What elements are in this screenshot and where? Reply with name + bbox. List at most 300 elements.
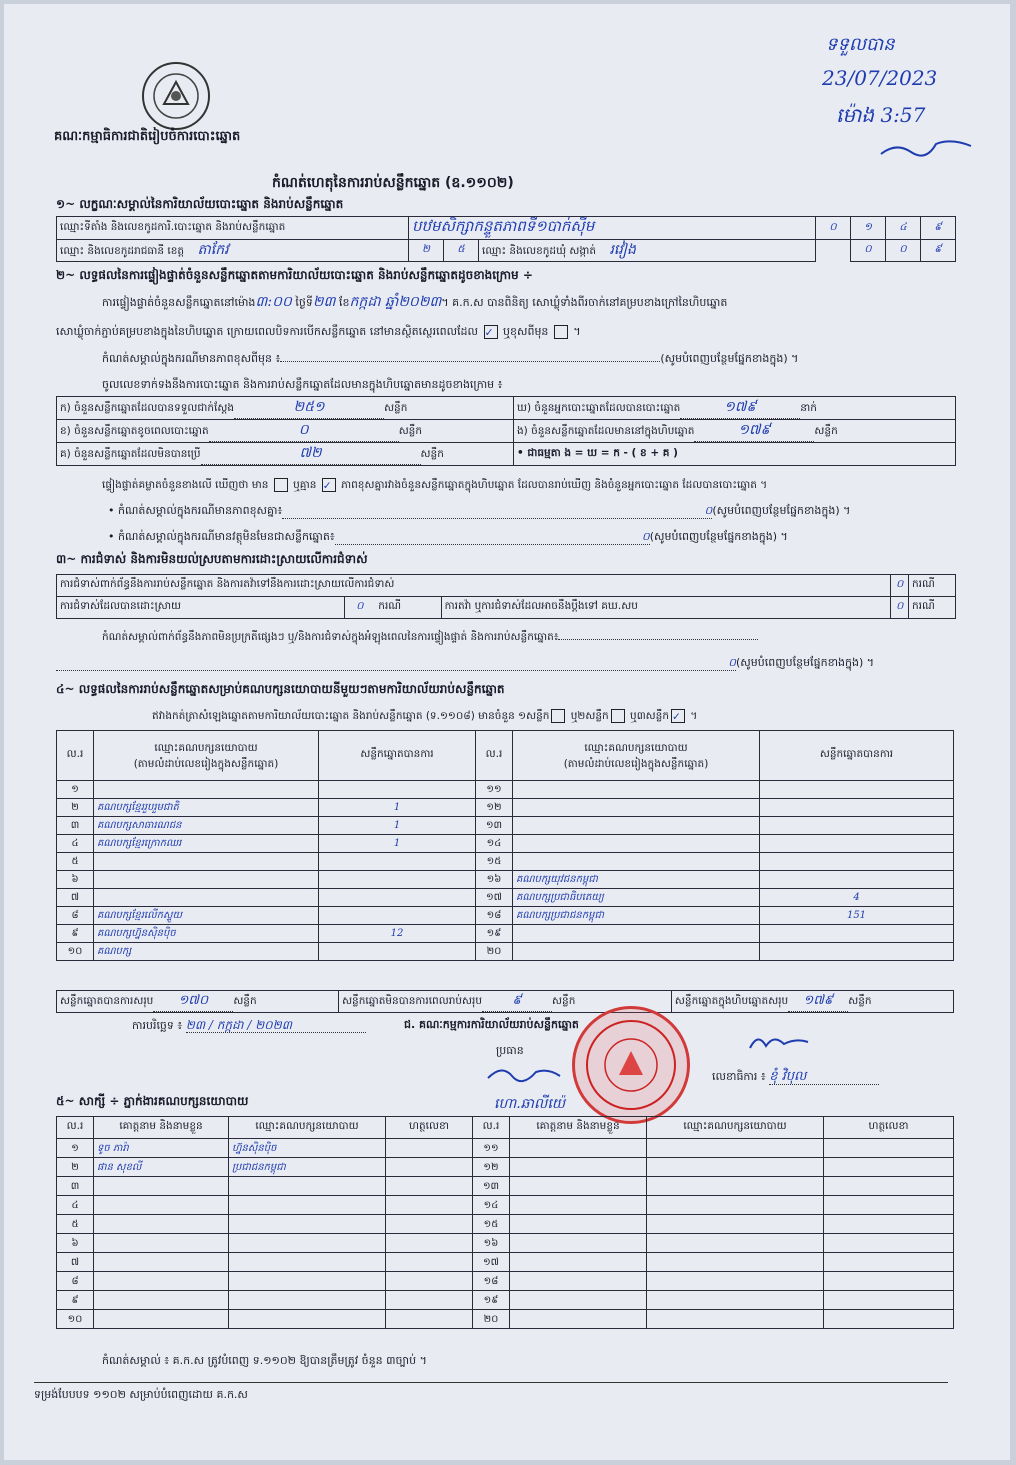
s4-col-party-sub: (តាមលំដាប់លេខរៀងក្នុងសន្លឹកឆ្នោត) <box>133 757 279 770</box>
s4-row-votes: 151 <box>760 907 954 925</box>
s4-secretary-label: លេខាធិការ <box>712 1070 758 1083</box>
table-row <box>57 1139 954 1158</box>
table-row <box>57 1215 954 1234</box>
s2-count-table <box>56 396 956 466</box>
s4-row-votes <box>760 781 954 799</box>
table-row <box>57 817 954 835</box>
s5-row-name <box>510 1272 647 1291</box>
s2-ngo-value: ១៧៩ <box>694 420 814 442</box>
s2-kha-row <box>57 420 514 443</box>
handnote-date: 23/07/2023 <box>822 66 938 90</box>
s2-bullet-2 <box>108 530 788 545</box>
s4-row-party: គណបក្ស <box>94 943 319 961</box>
s2-paragraph-1 <box>102 295 727 310</box>
s2-intro: ចូលលេខទាក់ទងនឹងការបោះឆ្នោត និងការរាប់សន្លឹកឆ្នោតដែលមានក្នុងហិបឆ្នោតមានដូចខាងក្រោម ៖ <box>102 378 503 391</box>
s5-row-name <box>510 1253 647 1272</box>
s2-ka-row <box>57 397 514 420</box>
s5-row-no: ១៩ <box>473 1291 510 1310</box>
s5-row-no: ២ <box>57 1158 94 1177</box>
s5-row-party <box>647 1196 824 1215</box>
changed-checkbox[interactable] <box>554 325 568 339</box>
s1-commune-digit: ៩ <box>921 240 956 262</box>
s3-note <box>102 630 758 644</box>
s4-row-votes <box>760 817 954 835</box>
table-row <box>57 1310 954 1329</box>
s1-commune-digit: ០ <box>851 240 886 262</box>
s5-col-party: ឈ្មោះគណបក្សនយោបាយ <box>647 1117 824 1139</box>
s5-row-party <box>647 1291 824 1310</box>
footer-divider <box>34 1382 948 1384</box>
s3-table <box>56 574 956 619</box>
s2-day: ២៣ <box>312 294 336 310</box>
s2-p1d: ។ គ.ក.ស បានពិនិត្យ សោឃ្លុំទាំងពីរចាក់នៅគម្របខាងក្រៅនៃហិបឆ្នោត <box>441 296 728 309</box>
s5-row-name <box>510 1310 647 1329</box>
s4-total-valid <box>57 991 339 1013</box>
s4-row-votes <box>760 799 954 817</box>
s5-row-sign <box>386 1253 473 1272</box>
s5-row-sign <box>824 1139 954 1158</box>
s4-row-party <box>513 799 760 817</box>
s4-row-no: ១ <box>57 781 94 799</box>
s5-row-sign <box>824 1215 954 1234</box>
s4-results-table <box>56 730 954 961</box>
s5-row-no: ៩ <box>57 1291 94 1310</box>
s1-commune-digit: ០ <box>886 240 921 262</box>
s3-note-label: កំណត់សម្គាល់ពាក់ព័ន្ធនឹងភាពមិនប្រក្រតីផ្សេងៗ ឬ/និងការជំទាស់ក្នុងអំឡុងពេលនៃការផ្ទៀងផ្ទាត់ និងការរាប់សន្លឹកឆ្នោត៖ <box>102 631 559 643</box>
s4-total-valid-value: ១៧០ <box>153 992 233 1012</box>
s4-row-no: ១៣ <box>476 817 513 835</box>
s5-row-party <box>647 1310 824 1329</box>
handnote-received: ទទួលបាន <box>826 34 895 55</box>
s2-month: កក្កដា ឆ្នាំ២០២៣ <box>349 294 442 310</box>
s4-row-party <box>513 943 760 961</box>
table-row <box>57 1177 954 1196</box>
s4-opt2: ឬ២សន្លឹក <box>570 710 609 722</box>
s5-row-name <box>94 1310 229 1329</box>
s2-paragraph-2: សោឃ្លុំចាក់ភ្ជាប់គម្របខាងក្នុងនៃហិបឆ្នោត ក្រោយពេលបិទការបើកសន្លឹកឆ្នោត នៅមានស្ថិតស្ថេរពេលដែល ✓ ឬខុសពីមុន ។ <box>56 325 581 339</box>
s5-row-sign <box>386 1234 473 1253</box>
s1-r2-label-text: ឈ្មោះ និងលេខកូដរាជធានី ខេត្ត <box>60 245 185 257</box>
s2-ko-row <box>57 443 514 466</box>
s4-row-party: គណបក្សសាធារណជន <box>94 817 319 835</box>
s4-row-party <box>94 889 319 907</box>
s5-row-no: ៤ <box>57 1196 94 1215</box>
no-difference-checkbox[interactable] <box>322 478 336 492</box>
s4-total-valid-label: សន្លឹកឆ្នោតបានការសរុប <box>60 994 154 1007</box>
s4-row-no: ១២ <box>476 799 513 817</box>
checkmark-icon: ✓ <box>322 480 332 492</box>
s4-unit: សន្លឹក <box>552 994 576 1007</box>
table-row <box>57 1291 954 1310</box>
s4-row-votes <box>760 835 954 853</box>
s5-col-sign: ហត្ថលេខា <box>824 1117 954 1139</box>
s2-formula: • ជាធម្មតា ង = ឃ = ក - ( ខ + គ ) <box>514 443 956 466</box>
s1-r2-commune <box>479 240 816 262</box>
secretary-signature <box>744 1028 814 1054</box>
s5-row-name <box>510 1215 647 1234</box>
s5-row-sign <box>386 1272 473 1291</box>
s4-total-invalid-label: សន្លឹកឆ្នោតមិនបានការពេលរាប់សរុប <box>342 994 483 1007</box>
s4-intro-text: ឥវាងកត់ត្រាសំឡេងឆ្នោតតាមការិយាល័យបោះឆ្នោត និងរាប់សន្លឹកឆ្នោត (ទ.១១០៨) មានចំនួន ១សន្លឹក <box>152 710 550 722</box>
nec-logo-icon <box>142 62 210 130</box>
s5-row-name <box>510 1139 647 1158</box>
s4-row-party: គណបក្សហ្វ៊ុនស៊ិនប៉ិច <box>94 925 319 943</box>
s4-row-no: ១៩ <box>476 925 513 943</box>
s5-row-party <box>647 1177 824 1196</box>
s3-note-line-2 <box>56 656 874 671</box>
s4-row-votes: 1 <box>319 835 476 853</box>
official-seal-icon <box>572 1006 690 1124</box>
s2-p1c: ខែ <box>338 296 350 309</box>
s5-col-name: គោត្តនាម និងនាមខ្លួន <box>94 1117 229 1139</box>
s4-row-votes: 4 <box>760 889 954 907</box>
s4-row-no: ៦ <box>57 871 94 889</box>
s5-row-no: ១៤ <box>473 1196 510 1215</box>
s1-blank <box>816 240 851 262</box>
s3-r2a-label: ការជំទាស់ដែលបានដោះស្រាយ <box>57 597 345 619</box>
s5-row-name <box>94 1291 229 1310</box>
s4-row-votes <box>319 781 476 799</box>
s5-row-party <box>229 1253 386 1272</box>
s2-check-end: ភាពខុសគ្នារវាងចំនួនសន្លឹកឆ្នោតក្នុងហិបឆ្នោត ដែលបានរាប់ឃើញ និងចំនួនអ្នកបោះឆ្នោត ដែលបានបោះឆ្នោត ។ <box>341 479 768 491</box>
s5-row-sign <box>386 1291 473 1310</box>
s5-col-sign: ហត្ថលេខា <box>386 1117 473 1139</box>
table-row <box>57 871 954 889</box>
s4-sign-heading: ជ. គណៈកម្មការការិយាល័យរាប់សន្លឹកឆ្នោត <box>404 1018 579 1031</box>
s4-row-votes <box>760 871 954 889</box>
s5-row-name <box>94 1177 229 1196</box>
s4-row-votes <box>319 907 476 925</box>
table-row <box>57 943 954 961</box>
s4-total-invalid-value: ៩ <box>482 992 552 1012</box>
s2-p2-changed: ឬខុសពីមុន <box>503 325 549 338</box>
s4-date <box>132 1018 366 1033</box>
s4-col-party-sub: (តាមលំដាប់លេខរៀងក្នុងសន្លឹកឆ្នោត) <box>563 757 709 770</box>
table-row <box>57 1234 954 1253</box>
s5-row-party <box>647 1234 824 1253</box>
s5-row-sign <box>824 1158 954 1177</box>
s2-note-label: កំណត់សម្គាល់ក្នុងករណីមានភាពខុសពីមុន ៖ <box>102 352 281 365</box>
s5-row-no: ៣ <box>57 1177 94 1196</box>
s5-row-no: ១៦ <box>473 1234 510 1253</box>
s2-check-mid: ឬគ្មាន <box>293 479 317 491</box>
s4-col-no: ល.រ <box>476 731 513 781</box>
s5-row-name <box>510 1177 647 1196</box>
s3-unit: ករណី <box>375 597 441 619</box>
s5-row-name <box>94 1196 229 1215</box>
s5-row-sign <box>824 1253 954 1272</box>
s4-row-votes <box>760 943 954 961</box>
s4-row-votes: 1 <box>319 817 476 835</box>
s4-chair-name: ហោ.ឆាលីយ៉េ <box>494 1096 566 1112</box>
s5-row-sign <box>824 1291 954 1310</box>
s5-row-no: ១៥ <box>473 1215 510 1234</box>
s4-secretary: លេខាធិការ ៖ ខុំ វិបុល <box>712 1070 879 1085</box>
s3-r2b-value: ០ <box>891 597 909 619</box>
s5-row-name <box>94 1215 229 1234</box>
s4-row-no: ២០ <box>476 943 513 961</box>
s2-check-text: ផ្ទៀងផ្ទាត់គម្លាតចំនួនខាងលើ ឃើញថា មាន <box>102 479 269 491</box>
s5-row-no: ១០ <box>57 1310 94 1329</box>
s5-row-party <box>647 1272 824 1291</box>
chair-signature <box>484 1062 564 1086</box>
s4-row-no: ១៨ <box>476 907 513 925</box>
s2-bullet1-value: ០ <box>704 504 713 517</box>
handnote-signature <box>876 132 976 162</box>
checkmark-icon: ✓ <box>672 711 681 723</box>
s4-col-votes: សន្លឹកឆ្នោតបានការ <box>760 731 954 781</box>
section-5-heading: ៥~ សាក្សី ÷ ភ្នាក់ងារគណបក្សនយោបាយ <box>56 1094 249 1108</box>
s5-note: កំណត់សម្គាល់ ៖ គ.ក.ស ត្រូវបំពេញ ទ.១១០២ ឱ្យបានត្រឹមត្រូវ ចំនួន ៣ច្បាប់ ។ <box>102 1354 427 1367</box>
has-difference-checkbox[interactable] <box>274 478 288 492</box>
table-row <box>57 1196 954 1215</box>
s5-col-no: ល.រ <box>473 1117 510 1139</box>
table-row <box>57 799 954 817</box>
s1-r1-value: បឋមសិក្សាកន្ទួតភាពទី១បាក់ស៊ីម <box>409 217 816 240</box>
section-1-heading: ១~ លក្ខណៈសម្គាល់នៃការិយាល័យបោះឆ្នោត និងរាប់សន្លឹកឆ្នោត <box>56 197 344 211</box>
s1-province-digit: ២ <box>409 240 444 262</box>
s5-row-name <box>510 1291 647 1310</box>
s4-col-party-title: ឈ្មោះគណបក្សនយោបាយ <box>584 741 688 754</box>
s1-code-digit: ៩ <box>921 217 956 240</box>
s2-bullet-1 <box>108 504 850 519</box>
s5-row-party <box>229 1272 386 1291</box>
table-row <box>57 853 954 871</box>
s2-kha-value: ០ <box>209 420 399 442</box>
s4-chair-label: ប្រធាន <box>496 1044 524 1057</box>
s4-row-party <box>513 817 760 835</box>
s4-row-no: ១៤ <box>476 835 513 853</box>
s2-p1b: ថ្ងៃទី <box>295 296 313 309</box>
s2-ka-label: ក) ចំនួនសន្លឹកឆ្នោតដែលបានទទួលជាក់ស្តែង <box>60 402 235 414</box>
s4-row-no: ២ <box>57 799 94 817</box>
s5-witness-table <box>56 1116 954 1329</box>
s2-kho-value: ១៧៩ <box>680 397 800 419</box>
s4-row-party: គណបក្សយុវជនកម្ពុជា <box>513 871 760 889</box>
s5-col-name: គោត្តនាម និងនាមខ្លួន <box>510 1117 647 1139</box>
s4-row-no: ៩ <box>57 925 94 943</box>
s4-col-party <box>513 731 760 781</box>
s4-row-votes <box>319 889 476 907</box>
s5-row-party <box>229 1234 386 1253</box>
s3-note-value: ០ <box>728 656 736 669</box>
s5-col-no: ល.រ <box>57 1117 94 1139</box>
s2-ngo-label: ង) ចំនួនសន្លឹកឆ្នោតដែលមាននៅក្នុងហិបឆ្នោត <box>517 425 695 437</box>
s1-r2-value2: រវៀង <box>609 242 636 258</box>
s3-fill-more: (សូមបំពេញបន្ថែមផ្នែកខាងក្នុង) ។ <box>736 656 875 669</box>
s5-row-name <box>94 1272 229 1291</box>
s5-row-no: ១២ <box>473 1158 510 1177</box>
s5-row-no: ១៣ <box>473 1177 510 1196</box>
s5-row-sign <box>824 1234 954 1253</box>
s4-row-party: គណបក្សខ្មែររួបរួមជាតិ <box>94 799 319 817</box>
s5-row-no: ១៨ <box>473 1272 510 1291</box>
s2-ko-value: ៧២ <box>201 443 421 465</box>
s2-fill-more: (សូមបំពេញបន្ថែមផ្នែកខាងក្នុង) ។ <box>660 352 799 365</box>
s5-row-name <box>94 1234 229 1253</box>
s4-total-box-label: សន្លឹកឆ្នោតក្នុងហិបឆ្នោតសរុប <box>674 994 789 1007</box>
s5-row-sign <box>386 1196 473 1215</box>
s4-row-no: ៧ <box>57 889 94 907</box>
s2-p2: សោឃ្លុំចាក់ភ្ជាប់គម្របខាងក្នុងនៃហិបឆ្នោត ក្រោយពេលបិទការបើកសន្លឹកឆ្នោត នៅមានស្ថិតស្ថេរពេលដែល <box>56 325 479 338</box>
s4-row-no: ១៧ <box>476 889 513 907</box>
table-row <box>57 889 954 907</box>
footer-text: ទម្រង់បែបបទ ១១០២ សម្រាប់បំពេញដោយ គ.ក.ស <box>34 1388 248 1401</box>
s5-row-sign <box>386 1215 473 1234</box>
s2-unit-person: នាក់ <box>800 402 817 414</box>
s4-col-votes: សន្លឹកឆ្នោតបានការ <box>319 731 476 781</box>
s4-total-box <box>671 991 953 1013</box>
s4-row-party <box>513 853 760 871</box>
s4-unit: សន្លឹក <box>233 994 257 1007</box>
s2-bullet1-label: • កំណត់សម្គាល់ក្នុងករណីមានភាពខុសគ្នា៖ <box>108 504 283 517</box>
s5-row-sign <box>386 1139 473 1158</box>
s5-row-sign <box>824 1196 954 1215</box>
s5-row-party: ប្រជាជនកម្ពុជា <box>229 1158 386 1177</box>
s5-row-sign <box>824 1177 954 1196</box>
unchanged-checkbox[interactable] <box>484 325 498 339</box>
s5-row-party <box>647 1215 824 1234</box>
s5-row-no: ១៧ <box>473 1253 510 1272</box>
s1-r2-label2: ឈ្មោះ និងលេខកូដឃុំ សង្កាត់ <box>482 245 597 257</box>
s5-row-party <box>229 1196 386 1215</box>
s4-opt3: ឬ៣សន្លឹក <box>630 710 670 722</box>
s5-row-party <box>229 1215 386 1234</box>
checkmark-icon: ✓ <box>484 326 494 339</box>
s4-row-votes: 12 <box>319 925 476 943</box>
three-sheets-checkbox[interactable] <box>671 709 685 723</box>
table-row <box>57 835 954 853</box>
s5-row-sign <box>386 1158 473 1177</box>
s4-col-no: ល.រ <box>57 731 94 781</box>
s2-kho-label: ឃ) ចំនួនអ្នកបោះឆ្នោតដែលបានបោះឆ្នោត <box>517 402 681 414</box>
s1-r2-value: តាកែវ <box>197 242 229 258</box>
s4-row-votes <box>319 943 476 961</box>
form-title: កំណត់ហេតុនៃការរាប់សន្លឹកឆ្នោត (ឧ.១១០២) <box>272 175 514 191</box>
s5-row-party <box>647 1139 824 1158</box>
s5-row-no: ២០ <box>473 1310 510 1329</box>
s4-date-value: ២៣ / កក្កដា / ២០២៣ <box>186 1018 366 1033</box>
s4-totals <box>56 990 954 1013</box>
s2-note-line <box>102 352 798 366</box>
s5-row-sign <box>386 1177 473 1196</box>
s4-row-votes: 1 <box>319 799 476 817</box>
s4-row-no: ៣ <box>57 817 94 835</box>
s2-unit: សន្លឹក <box>398 425 423 437</box>
s4-row-votes <box>760 853 954 871</box>
s2-fill-more: (សូមបំពេញបន្ថែមផ្នែកខាងក្នុង) ។ <box>649 530 788 543</box>
s4-date-label: ការបរិច្ឆេទ ៖ <box>132 1019 183 1032</box>
s2-ngo-row <box>514 420 956 443</box>
s1-province-digit: ៥ <box>444 240 479 262</box>
section-3-heading: ៣~ ការជំទាស់ និងការមិនយល់ស្របតាមការដោះស្រាយលើការជំទាស់ <box>56 552 368 566</box>
s2-kha-label: ខ) ចំនួនសន្លឹកឆ្នោតខូចពេលបោះឆ្នោត <box>60 425 209 437</box>
s4-row-votes <box>319 853 476 871</box>
section-1-table <box>56 216 956 262</box>
s5-row-name <box>94 1253 229 1272</box>
s2-kho-row <box>514 397 956 420</box>
s2-unit: សន្លឹក <box>814 425 838 437</box>
s5-col-party: ឈ្មោះគណបក្សនយោបាយ <box>229 1117 386 1139</box>
s3-r2a-value: ០ <box>344 597 375 619</box>
section-4-heading: ៤~ លទ្ធផលនៃការរាប់សន្លឹកឆ្នោតសម្រាប់គណបក្សនយោបាយនីមួយៗតាមការិយាល័យរាប់សន្លឹកឆ្នោត <box>56 682 505 696</box>
s2-p1a: ការផ្ទៀងផ្ទាត់ចំនួនសន្លឹកឆ្នោតនៅម៉ោង <box>102 296 256 309</box>
s2-check-line <box>102 478 767 492</box>
s3-unit: ករណី <box>909 575 956 597</box>
s1-r1-label: ឈ្មោះទីតាំង និងលេខកូដការិ.បោះឆ្នោត និងរាប់សន្លឹកឆ្នោត <box>57 217 409 240</box>
org-name: គណៈកម្មាធិការជាតិរៀបចំការបោះឆ្នោត <box>54 129 241 144</box>
s4-secretary-name: ខុំ វិបុល <box>769 1070 879 1085</box>
s4-row-party: គណបក្សប្រជាជនកម្ពុជា <box>513 907 760 925</box>
s4-col-party-title: ឈ្មោះគណបក្សនយោបាយ <box>154 741 258 754</box>
s5-row-name: ផាន សុខលី <box>94 1158 229 1177</box>
s5-row-party <box>229 1310 386 1329</box>
s1-code-digit: ៤ <box>886 217 921 240</box>
s2-fill-more: (សូមបំពេញបន្ថែមផ្នែកខាងក្នុង) ។ <box>712 504 851 517</box>
s4-row-no: ១១ <box>476 781 513 799</box>
table-row <box>57 907 954 925</box>
s2-time: ៣:០០ <box>255 294 292 310</box>
s4-row-no: ៥ <box>57 853 94 871</box>
s5-row-party: ហ្វ៊ុនស៊ិនប៉ិច <box>229 1139 386 1158</box>
s4-row-no: ១៦ <box>476 871 513 889</box>
s4-row-no: ១៥ <box>476 853 513 871</box>
two-sheets-checkbox[interactable] <box>611 709 625 723</box>
s4-row-party <box>513 925 760 943</box>
s4-col-party <box>94 731 319 781</box>
s2-unit: សន្លឹក <box>384 402 408 414</box>
s2-bullet2-value: ០ <box>641 530 650 543</box>
s5-row-no: ៨ <box>57 1272 94 1291</box>
table-row <box>57 925 954 943</box>
section-2-heading: ២~ លទ្ធផលនៃការផ្ទៀងផ្ទាត់ចំនួនសន្លឹកឆ្នោតតាមការិយាល័យបោះឆ្នោត និងរាប់សន្លឹកឆ្នោតដូចខាងក្រោម ÷ <box>56 268 533 282</box>
s4-row-party <box>513 835 760 853</box>
s4-intro: ឥវាងកត់ត្រាសំឡេងឆ្នោតតាមការិយាល័យបោះឆ្នោត និងរាប់សន្លឹកឆ្នោត (ទ.១១០៨) មានចំនួន ១សន្លឹក ឬ២សន្លឹក ឬ៣សន្លឹក ✓ ។ <box>152 710 698 723</box>
s5-row-party <box>229 1177 386 1196</box>
s4-row-no: ៨ <box>57 907 94 925</box>
form-page <box>4 4 1010 1460</box>
s1-code-digit: ០ <box>816 217 851 240</box>
s5-row-no: ១ <box>57 1139 94 1158</box>
s3-r2b-label: ការតវ៉ា ឬការជំទាស់ដែលអាចនឹងប្តឹងទៅ គឃ.សប <box>441 597 891 619</box>
s1-r2-label <box>57 240 409 262</box>
one-sheet-checkbox[interactable] <box>551 709 565 723</box>
s5-row-sign <box>824 1310 954 1329</box>
s3-r1-value: ០ <box>891 575 909 597</box>
s2-unit: សន្លឹក <box>420 448 444 460</box>
s4-row-party <box>94 781 319 799</box>
s5-row-no: ៧ <box>57 1253 94 1272</box>
handnote-time: ម៉ោង 3:57 <box>836 103 926 127</box>
s5-row-sign <box>386 1310 473 1329</box>
s5-row-name <box>510 1234 647 1253</box>
s2-ko-label: គ) ចំនួនសន្លឹកឆ្នោតដែលមិនបានប្រើ <box>60 448 201 460</box>
table-row <box>57 1253 954 1272</box>
table-row <box>57 1272 954 1291</box>
s5-row-name <box>510 1196 647 1215</box>
s2-bullet2-label: • កំណត់សម្គាល់ក្នុងករណីមានវត្ថុមិនមែនជាសន្លឹកឆ្នោត៖ <box>108 530 335 543</box>
s1-code-digit: ១ <box>851 217 886 240</box>
s2-ka-value: ២៥១ <box>234 397 384 419</box>
s4-row-votes <box>319 871 476 889</box>
s4-row-votes <box>760 925 954 943</box>
s4-row-party: គណបក្សប្រជាធិបតេយ្យ <box>513 889 760 907</box>
table-row <box>57 781 954 799</box>
table-row <box>57 1158 954 1177</box>
s4-row-no: ១០ <box>57 943 94 961</box>
s5-row-no: ៦ <box>57 1234 94 1253</box>
s4-row-party <box>94 871 319 889</box>
